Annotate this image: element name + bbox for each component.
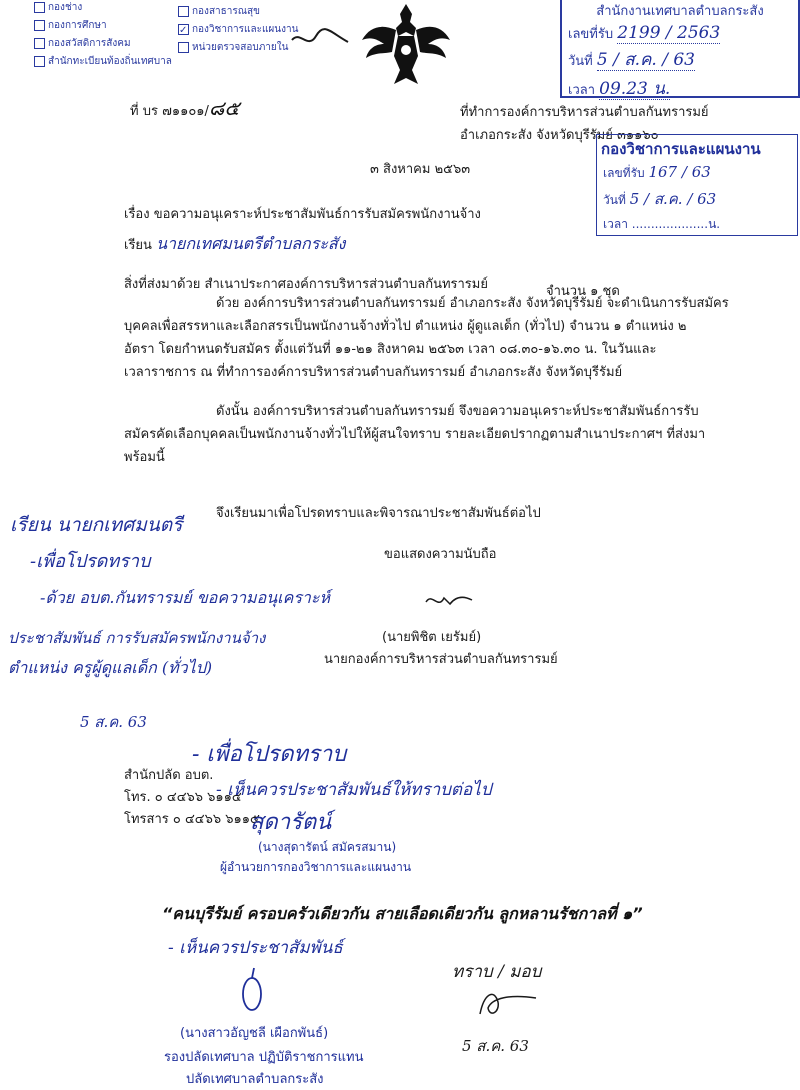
approval-date: 5 ส.ค. 63	[462, 1037, 529, 1055]
receipt-stamp-planning: กองวิชาการและแผนงาน เลขที่รับ 167 / 63 วันที่ 5 / ส.ค. / 63 เวลา ....................น.	[596, 134, 798, 236]
handwritten-note: เรียน นายกเทศมนตรี	[10, 514, 183, 536]
checkbox-row[interactable]: กองช่าง	[34, 0, 172, 15]
handwritten-note: 5 ส.ค. 63	[80, 713, 147, 731]
receipt-stamp-municipality: สำนักงานเทศบาลตำบลกระสัง เลขที่รับ 2199 / 2563 วันที่ 5 / ส.ค. / 63 เวลา 09.23 น.	[560, 0, 800, 98]
signer-name: (นายพิชิต เยรัมย์)	[382, 630, 482, 645]
enclosure-line: สิ่งที่ส่งมาด้วย สำเนาประกาศองค์การบริหารส่วนตำบลกันทรารมย์	[124, 277, 488, 292]
deputy-name: (นางสาวอัญชลี เผือกพันธ์)	[180, 1026, 329, 1041]
office-line: สำนักปลัด อบต.	[124, 768, 214, 783]
fax-line: โทรสาร ๐ ๔๔๖๖ ๖๑๑๕	[124, 812, 260, 827]
dept-head-name: (นางสุดารัตน์ สมัครสมาน)	[258, 840, 397, 854]
signature-icon	[424, 588, 474, 612]
checkbox-icon	[34, 56, 45, 67]
deputy-title-2: ปลัดเทศบาลตำบลกระสัง	[186, 1072, 324, 1087]
handwritten-signature: สุดารัตน์	[250, 810, 332, 835]
signer-title: นายกองค์การบริหารส่วนตำบลกันทรารมย์	[324, 652, 558, 667]
enclosure-quantity: จำนวน ๑ ชุด	[546, 284, 620, 299]
handwritten-note: ประชาสัมพันธ์ การรับสมัครพนักงานจ้าง	[8, 629, 266, 647]
scribble-icon	[290, 22, 350, 52]
checkbox-icon	[34, 38, 45, 49]
closing-paragraph: จึงเรียนมาเพื่อโปรดทราบและพิจารณาประชาสัมพันธ์ต่อไป	[216, 506, 541, 521]
receipt2-no-value: 167 / 63	[648, 163, 711, 181]
receipt2-date-value: 5 / ส.ค. / 63	[629, 190, 717, 208]
checkbox-row[interactable]: กองสวัสดิการสังคม	[34, 36, 172, 51]
garuda-emblem-icon	[356, 0, 456, 90]
body-paragraph-2: ดังนั้น องค์การบริหารส่วนตำบลกันทรารมย์ จึงขอความอนุเคราะห์ประชาสัมพันธ์การรับ สมัครคัดเลือกบุคคลเป็นพนักงานจ้างทั่วไปให้ผู้สนใจทราบ รายละเอียดปรากฏตามสำเนาประกาศฯ ที่ส่งมา พร้อมนี้	[124, 404, 706, 465]
checkbox-row[interactable]: กองการศึกษา	[34, 18, 172, 33]
checkbox-icon	[34, 20, 45, 31]
handwritten-note: -เพื่อโปรดทราบ	[30, 551, 151, 572]
checkbox-row[interactable]: หน่วยตรวจสอบภายใน	[178, 40, 298, 55]
receipt-time-value: 09.23 น.	[599, 79, 671, 99]
checkbox-icon: ✓	[179, 25, 188, 36]
checkbox-icon	[34, 2, 45, 13]
checkbox-icon	[178, 42, 189, 53]
routing-checkboxes-right	[178, 4, 298, 55]
tel-line: โทร. ๐ ๔๔๖๖ ๖๑๑๔	[124, 790, 242, 805]
routing-checkboxes-left	[34, 0, 172, 69]
dept-head-title: ผู้อำนวยการกองวิชาการและแผนงาน	[220, 860, 412, 874]
sender-address-line1: ที่ทำการองค์การบริหารส่วนตำบลกันทรารมย์	[460, 105, 709, 120]
recipient-handwritten: นายกเทศมนตรีตำบลกระสัง	[156, 234, 346, 253]
letter-date: ๓ สิงหาคม ๒๕๖๓	[370, 162, 471, 177]
signature-loop-icon	[232, 966, 272, 1016]
checkbox-row[interactable]: กองสาธารณสุข	[178, 4, 298, 19]
motto-line: “คนบุรีรัมย์ ครอบครัวเดียวกัน สายเลือดเดียวกัน ลูกหลานรัชกาลที่ ๑”	[162, 904, 643, 923]
approval-note: ทราบ / มอบ	[452, 962, 542, 982]
receipt-date-value: 5 / ส.ค. / 63	[596, 50, 695, 70]
reference-number: ที่ บร ๗๑๑๐๑/๘๕	[130, 96, 240, 120]
approval-signature-icon	[470, 984, 540, 1024]
subject-line: เรื่อง ขอความอนุเคราะห์ประชาสัมพันธ์การรับสมัครพนักงานจ้าง	[124, 207, 481, 222]
handwritten-note: - เห็นควรประชาสัมพันธ์	[168, 938, 343, 958]
handwritten-note: - เพื่อโปรดทราบ	[192, 742, 347, 767]
checkbox-row[interactable]: ✓ กองวิชาการและแผนงาน	[179, 24, 299, 36]
handwritten-note: -ด้วย อบต.กันทรารมย์ ขอความอนุเคราะห์	[40, 588, 331, 607]
handwritten-note: ตำแหน่ง ครูผู้ดูแลเด็ก (ทั่วไป)	[8, 658, 213, 677]
sender-address-line2: อำเภอกระสัง จังหวัดบุรีรัมย์ ๓๑๑๖๐	[460, 128, 659, 143]
receipt-no-value: 2199 / 2563	[617, 23, 721, 43]
to-line: เรียน นายกเทศมนตรีตำบลกระสัง	[124, 234, 346, 253]
deputy-title-1: รองปลัดเทศบาล ปฏิบัติราชการแทน	[164, 1050, 364, 1065]
checkbox-icon	[178, 6, 189, 17]
regards-line: ขอแสดงความนับถือ	[384, 547, 497, 562]
body-paragraph-1: ด้วย องค์การบริหารส่วนตำบลกันทรารมย์ อำเภอกระสัง จังหวัดบุรีรัมย์ จะดำเนินการรับสมัคร บุคคลเพื่อสรรหาและเลือกสรรเป็นพนักงานจ้างทั่วไป ตำแหน่ง ผู้ดูแลเด็ก (ทั่วไป) จำนวน ๑ ตำแหน่ง ๒ อัตรา โดยกำหนดรับสมัคร ตั้งแต่วันที่ ๑๑-๒๑ สิงหาคม ๒๕๖๓ เวลา ๐๘.๓๐-๑๖.๓๐ น. ในวันและ เวลาราชการ ณ ที่ทำการองค์การบริหารส่วนตำบลกันทรารมย์ อำเภอกระสัง จังหวัดบุรีรัมย์	[124, 296, 729, 380]
checkbox-row[interactable]: สำนักทะเบียนท้องถิ่นเทศบาล	[34, 54, 172, 69]
handwritten-note: - เห็นควรประชาสัมพันธ์ให้ทราบต่อไป	[216, 780, 492, 800]
